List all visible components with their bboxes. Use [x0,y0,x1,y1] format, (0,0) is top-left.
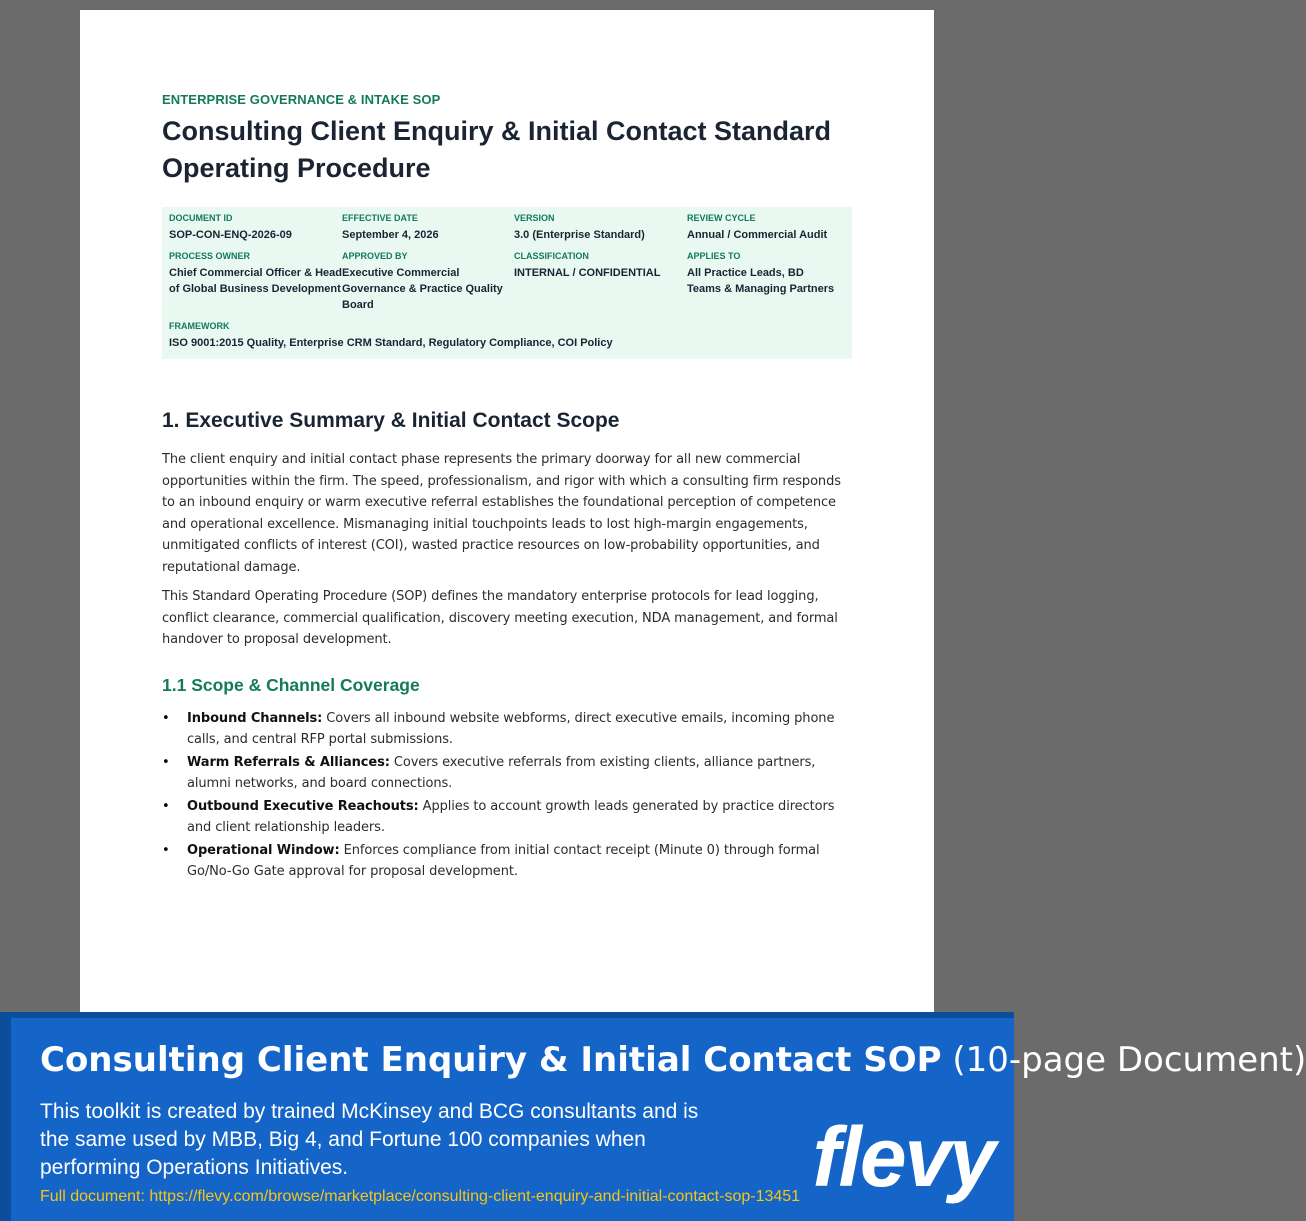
meta-label: APPROVED BY [342,251,408,261]
banner-description: This toolkit is created by trained McKinsey and BCG consultants and is the same used by MBB, Big 4, and Fortune 100 companies when performing Operations Initiatives. [40,1100,699,1179]
meta-label: DOCUMENT ID [169,213,233,223]
banner-title-light: (10-page Document) [941,1040,1306,1080]
bullet-term: Outbound Executive Reachouts: [187,798,419,814]
bullet-text: Covers executive referrals from existing clients, alliance partners, alumni networks, and board connections. [187,754,816,791]
bullet-text: Enforces compliance from initial contact receipt (Minute 0) through formal Go/No-Go Gate approval for proposal development. [187,842,820,879]
list-item [162,708,852,751]
body-paragraph: The client enquiry and initial contact phase represents the primary doorway for all new commercial opportunities within the firm. The speed, professionalism, and rigor with which a consulting firm responds to an inbound enquiry or warm executive referral establishes the foundational perception of competence and operational excellence. Mismanaging initial touchpoints leads to lost high-margin engagements, unmitigated conflicts of interest (COI), wasted practice resources on low-probability opportunities, and reputational damage. [162,452,841,575]
meta-label: VERSION [514,213,555,223]
list-item [162,796,852,839]
list-item [162,752,852,795]
meta-applies-to [687,251,839,313]
meta-value: INTERNAL / CONFIDENTIAL [514,267,661,279]
meta-label: EFFECTIVE DATE [342,213,418,223]
meta-value: Executive Commercial Governance & Practice Quality Board [342,267,503,311]
meta-value: ISO 9001:2015 Quality, Enterprise CRM Standard, Regulatory Compliance, COI Policy [169,337,613,349]
meta-value: SOP-CON-ENQ-2026-09 [169,229,292,241]
meta-label: REVIEW CYCLE [687,213,756,223]
scope-bullet-list [162,708,852,883]
meta-label: FRAMEWORK [169,321,230,331]
body-paragraph: This Standard Operating Procedure (SOP) defines the mandatory enterprise protocols for lead logging, conflict clearance, commercial qualification, discovery meeting execution, NDA management, and formal handover to proposal development. [162,589,838,647]
meta-classification [514,251,687,313]
meta-document-id [169,213,342,243]
full-document-link[interactable]: Full document: https://flevy.com/browse/marketplace/consulting-client-enquiry-and-initial-contact-sop-13451 [40,1188,801,1205]
flevy-logo[interactable]: flevy [812,1110,994,1204]
document-eyebrow: ENTERPRISE GOVERNANCE & INTAKE SOP [162,92,441,107]
document-title: Consulting Client Enquiry & Initial Contact Standard Operating Procedure [162,116,832,183]
meta-value: 3.0 (Enterprise Standard) [514,229,645,241]
meta-effective-date [342,213,514,243]
meta-value: All Practice Leads, BD Teams & Managing Partners [687,267,835,295]
metadata-table [162,207,852,359]
bullet-icon: • [162,798,170,814]
subsection-heading: 1.1 Scope & Channel Coverage [162,674,420,695]
bullet-term: Inbound Channels: [187,710,323,726]
bullet-icon: • [162,842,170,858]
meta-label: PROCESS OWNER [169,251,251,261]
meta-framework [169,321,845,351]
meta-approved-by [342,251,514,313]
promo-banner [0,1012,1306,1221]
meta-label: CLASSIFICATION [514,251,589,261]
meta-value: Chief Commercial Officer & Head of Global Business Development [169,267,342,295]
promo-banner-panel [11,1018,1306,1221]
bullet-term: Warm Referrals & Alliances: [187,754,390,770]
banner-title-bold: Consulting Client Enquiry & Initial Contact SOP [40,1040,942,1080]
meta-label: APPLIES TO [687,251,741,261]
bullet-text: Covers all inbound website webforms, direct executive emails, incoming phone calls, and central RFP portal submissions. [187,710,835,747]
meta-review-cycle [687,213,839,243]
meta-value: Annual / Commercial Audit [687,229,828,241]
bullet-text: Applies to account growth leads generated by practice directors and client relationship leaders. [187,798,835,835]
document-page [80,10,934,1012]
meta-process-owner [169,251,342,313]
banner-title [40,1040,1306,1080]
bullet-icon: • [162,754,170,770]
bullet-term: Operational Window: [187,842,340,858]
bullet-icon: • [162,710,170,726]
meta-value: September 4, 2026 [342,229,439,241]
section-heading: 1. Executive Summary & Initial Contact Scope [162,409,620,432]
list-item [162,840,852,883]
meta-version [514,213,687,243]
